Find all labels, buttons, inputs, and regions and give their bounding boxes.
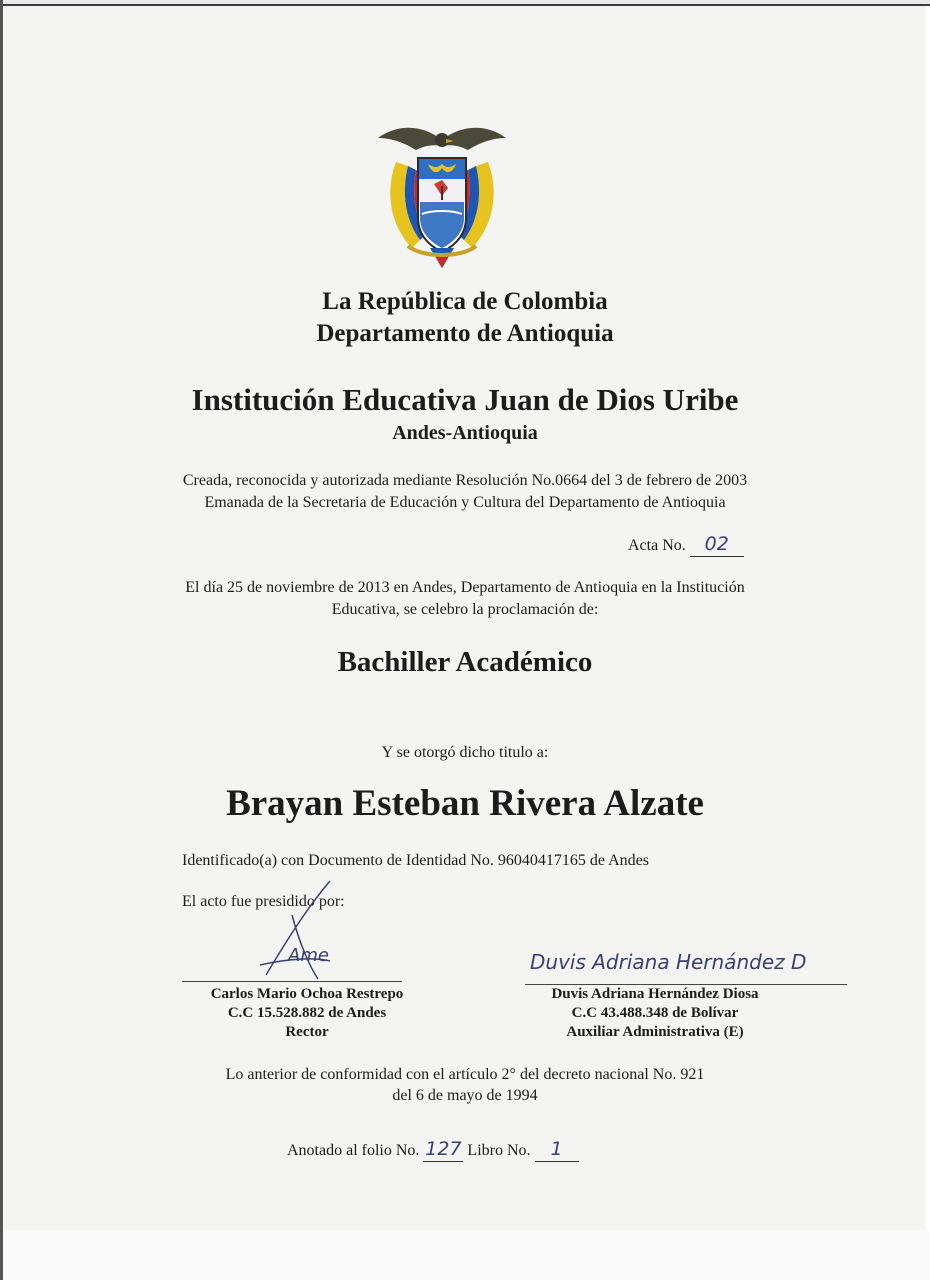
graduate-name: Brayan Esteban Rivera Alzate [226, 783, 704, 824]
acta-number: 02 [690, 533, 744, 557]
country-heading: La República de Colombia [322, 288, 608, 315]
acta-number-field [628, 533, 744, 557]
resolution-line-1: Creada, reconocida y autorizada mediante Resolución No.0664 del 3 de febrero de 2003 [182, 472, 748, 489]
assistant-role: Auxiliar Administrativa (E) [566, 1024, 744, 1040]
assistant-id: C.C 43.488.348 de Bolívar [571, 1005, 739, 1021]
institution-location: Andes-Antioquia [392, 422, 538, 444]
legal-line-1: Lo anterior de conformidad con el artículo 2° del decreto nacional No. 921 [225, 1066, 705, 1083]
rector-signature-line [182, 981, 402, 982]
granted-text: Y se otorgó dicho titulo a: [381, 744, 549, 761]
book-label: Libro No. [467, 1142, 531, 1159]
rector-id: C.C 15.528.882 de Andes [227, 1005, 387, 1021]
folio-label: Anotado al folio No. [287, 1142, 420, 1159]
rector-name: Carlos Mario Ochoa Restrepo [210, 986, 404, 1002]
ceremony-line-2: Educativa, se celebro la proclamación de: [331, 601, 599, 618]
rector-signature-icon [230, 875, 350, 985]
rector-signature-text: Ame [288, 945, 329, 966]
rector-role: Rector [285, 1024, 329, 1040]
assistant-block [500, 985, 810, 1042]
assistant-name: Duvis Adriana Hernández Diosa [551, 986, 759, 1002]
scan-bottom-margin [0, 1230, 930, 1280]
resolution-line-2: Emanada de la Secretaria de Educación y Cultura del Departamento de Antioquia [204, 494, 726, 511]
identification-line: Identificado(a) con Documento de Identidad No. 96040417165 de Andes [182, 852, 649, 869]
degree-title: Bachiller Académico [337, 646, 593, 678]
presided-by-line: El acto fue presidido por: [182, 893, 345, 910]
department-heading: Departamento de Antioquia [316, 320, 614, 347]
rector-block [182, 985, 432, 1042]
assistant-signature-text: Duvis Adriana Hernández D [530, 950, 807, 974]
book-number: 1 [535, 1138, 579, 1162]
registry-line [287, 1138, 579, 1162]
acta-label: Acta No. [628, 537, 686, 554]
legal-line-2: del 6 de mayo de 1994 [392, 1087, 538, 1104]
institution-name: Institución Educativa Juan de Dios Uribe [191, 382, 739, 417]
folio-number: 127 [425, 1138, 462, 1160]
colombia-coat-of-arms-icon [372, 118, 512, 273]
ceremony-line-1: El día 25 de noviembre de 2013 en Andes, Departamento de Antioquia en la Institución [185, 579, 745, 596]
